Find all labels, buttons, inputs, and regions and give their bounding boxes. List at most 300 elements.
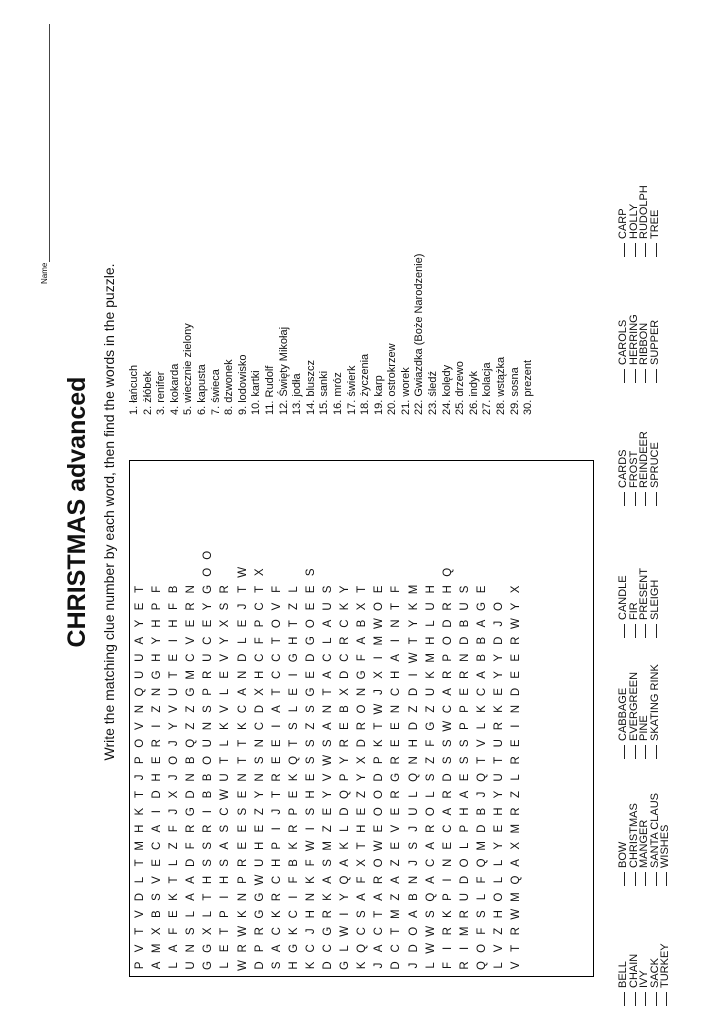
grid-letter[interactable]: A bbox=[510, 859, 523, 867]
grid-letter[interactable]: S bbox=[304, 705, 317, 713]
grid-letter[interactable]: G bbox=[253, 909, 266, 919]
grid-letter[interactable]: Y bbox=[492, 671, 505, 679]
answer-blank[interactable] bbox=[656, 369, 657, 383]
grid-letter[interactable] bbox=[474, 495, 491, 512]
grid-letter[interactable] bbox=[371, 564, 388, 581]
grid-letter[interactable]: S bbox=[458, 585, 471, 594]
grid-letter[interactable]: D bbox=[458, 875, 471, 885]
grid-letter[interactable]: A bbox=[373, 893, 386, 901]
grid-letter[interactable]: C bbox=[202, 636, 215, 645]
grid-letter[interactable] bbox=[132, 478, 149, 495]
grid-letter[interactable]: D bbox=[373, 773, 386, 782]
grid-letter[interactable]: F bbox=[424, 739, 437, 747]
grid-letter[interactable]: Y bbox=[492, 653, 505, 662]
grid-letter[interactable] bbox=[252, 547, 269, 564]
grid-letter[interactable] bbox=[491, 512, 508, 529]
grid-letter[interactable]: K bbox=[219, 722, 232, 730]
grid-letter[interactable]: J bbox=[373, 689, 386, 695]
grid-letter[interactable]: P bbox=[236, 876, 249, 884]
grid-letter[interactable] bbox=[320, 564, 337, 581]
grid-letter[interactable]: I bbox=[304, 827, 317, 831]
grid-letter[interactable] bbox=[406, 512, 423, 529]
grid-letter[interactable] bbox=[149, 495, 166, 512]
grid-letter[interactable]: E bbox=[373, 824, 386, 833]
grid-letter[interactable] bbox=[235, 495, 252, 512]
grid-letter[interactable] bbox=[406, 461, 423, 478]
grid-letter[interactable]: C bbox=[322, 653, 335, 662]
grid-letter[interactable]: K bbox=[287, 841, 300, 850]
grid-letter[interactable]: R bbox=[151, 739, 164, 748]
grid-letter[interactable] bbox=[235, 530, 252, 547]
grid-letter[interactable]: I bbox=[441, 878, 454, 882]
answer-blank[interactable] bbox=[635, 992, 636, 1006]
grid-letter[interactable]: S bbox=[322, 859, 335, 867]
grid-letter[interactable]: Y bbox=[339, 585, 352, 594]
grid-letter[interactable] bbox=[354, 461, 371, 478]
grid-letter[interactable]: L bbox=[168, 859, 181, 867]
grid-letter[interactable] bbox=[217, 478, 234, 495]
grid-letter[interactable]: P bbox=[253, 944, 266, 953]
grid-letter[interactable]: J bbox=[236, 603, 249, 610]
grid-letter[interactable]: I bbox=[390, 639, 403, 643]
grid-letter[interactable]: P bbox=[270, 841, 283, 850]
grid-letter[interactable]: S bbox=[202, 705, 215, 713]
grid-letter[interactable] bbox=[508, 530, 525, 547]
answer-blank[interactable] bbox=[624, 872, 625, 886]
grid-letter[interactable]: B bbox=[185, 756, 198, 765]
grid-letter[interactable]: N bbox=[390, 619, 403, 628]
grid-letter[interactable] bbox=[269, 478, 286, 495]
grid-letter[interactable]: Y bbox=[339, 756, 352, 765]
grid-letter[interactable]: D bbox=[253, 961, 266, 970]
grid-letter[interactable]: F bbox=[475, 876, 488, 884]
grid-letter[interactable]: R bbox=[458, 910, 471, 919]
grid-letter[interactable]: A bbox=[270, 944, 283, 953]
grid-letter[interactable]: X bbox=[253, 568, 266, 577]
grid-letter[interactable]: I bbox=[151, 724, 164, 728]
grid-letter[interactable]: Q bbox=[339, 790, 352, 799]
grid-letter[interactable]: H bbox=[287, 961, 300, 970]
grid-letter[interactable]: I bbox=[373, 656, 386, 660]
grid-letter[interactable]: X bbox=[151, 927, 164, 936]
grid-letter[interactable] bbox=[423, 512, 440, 529]
grid-letter[interactable] bbox=[286, 530, 303, 547]
grid-letter[interactable]: Y bbox=[322, 790, 335, 799]
grid-letter[interactable]: R bbox=[270, 892, 283, 902]
grid-letter[interactable]: W bbox=[236, 960, 249, 971]
grid-letter[interactable]: L bbox=[322, 637, 335, 644]
grid-letter[interactable]: W bbox=[373, 618, 386, 630]
grid-letter[interactable]: R bbox=[510, 807, 523, 816]
grid-letter[interactable]: C bbox=[253, 721, 266, 731]
grid-letter[interactable]: W bbox=[236, 925, 249, 937]
grid-letter[interactable] bbox=[132, 530, 149, 547]
grid-letter[interactable]: G bbox=[202, 960, 215, 970]
grid-letter[interactable]: W bbox=[219, 789, 232, 800]
grid-letter[interactable]: T bbox=[475, 756, 488, 764]
grid-letter[interactable] bbox=[440, 547, 457, 564]
grid-letter[interactable]: S bbox=[424, 773, 437, 782]
grid-letter[interactable]: D bbox=[492, 636, 505, 645]
grid-letter[interactable]: E bbox=[168, 910, 181, 919]
grid-letter[interactable]: S bbox=[475, 910, 488, 919]
grid-letter[interactable]: N bbox=[185, 773, 198, 782]
grid-letter[interactable]: I bbox=[219, 895, 232, 899]
grid-letter[interactable]: V bbox=[510, 961, 523, 970]
grid-letter[interactable]: Y bbox=[510, 602, 523, 611]
grid-letter[interactable]: L bbox=[458, 842, 471, 849]
answer-blank[interactable] bbox=[624, 243, 625, 257]
grid-letter[interactable]: Q bbox=[287, 755, 300, 765]
grid-letter[interactable]: Z bbox=[151, 705, 164, 713]
grid-letter[interactable]: A bbox=[407, 910, 420, 919]
grid-letter[interactable]: O bbox=[270, 619, 283, 629]
grid-letter[interactable]: T bbox=[390, 927, 403, 935]
grid-letter[interactable]: I bbox=[270, 827, 283, 831]
grid-letter[interactable] bbox=[200, 461, 217, 478]
grid-letter[interactable]: P bbox=[458, 824, 471, 833]
grid-letter[interactable]: R bbox=[270, 773, 283, 782]
grid-letter[interactable]: E bbox=[475, 585, 488, 594]
grid-letter[interactable]: F bbox=[441, 961, 454, 969]
grid-letter[interactable]: C bbox=[287, 910, 300, 919]
grid-letter[interactable]: B bbox=[475, 636, 488, 645]
grid-letter[interactable] bbox=[440, 478, 457, 495]
grid-letter[interactable]: O bbox=[202, 550, 215, 560]
grid-letter[interactable]: C bbox=[253, 653, 266, 662]
grid-letter[interactable]: G bbox=[151, 670, 164, 680]
grid-letter[interactable]: Y bbox=[339, 893, 352, 901]
grid-letter[interactable]: H bbox=[492, 910, 505, 919]
answer-blank[interactable] bbox=[656, 243, 657, 257]
grid-letter[interactable]: K bbox=[287, 773, 300, 782]
grid-letter[interactable]: K bbox=[407, 602, 420, 611]
grid-letter[interactable] bbox=[217, 512, 234, 529]
grid-letter[interactable]: W bbox=[424, 942, 437, 954]
answer-blank[interactable] bbox=[635, 745, 636, 759]
grid-letter[interactable] bbox=[474, 478, 491, 495]
grid-letter[interactable] bbox=[440, 512, 457, 529]
grid-letter[interactable]: D bbox=[407, 687, 420, 697]
grid-letter[interactable]: I bbox=[168, 639, 181, 643]
grid-letter[interactable]: F bbox=[151, 585, 164, 593]
grid-letter[interactable]: Q bbox=[424, 892, 437, 902]
grid-letter[interactable] bbox=[252, 495, 269, 512]
grid-letter[interactable]: R bbox=[441, 790, 454, 799]
grid-letter[interactable]: C bbox=[185, 653, 198, 662]
grid-letter[interactable]: N bbox=[185, 585, 198, 594]
grid-letter[interactable]: B bbox=[339, 705, 352, 713]
grid-letter[interactable]: K bbox=[475, 705, 488, 713]
grid-letter[interactable] bbox=[132, 461, 149, 478]
grid-letter[interactable]: T bbox=[356, 842, 369, 850]
grid-letter[interactable]: T bbox=[373, 722, 386, 730]
grid-letter[interactable]: F bbox=[185, 842, 198, 850]
grid-letter[interactable] bbox=[388, 478, 405, 495]
grid-letter[interactable]: C bbox=[219, 807, 232, 816]
grid-letter[interactable]: T bbox=[390, 602, 403, 610]
grid-letter[interactable]: C bbox=[322, 944, 335, 953]
grid-letter[interactable]: X bbox=[373, 671, 386, 679]
grid-letter[interactable]: R bbox=[236, 944, 249, 953]
grid-letter[interactable]: O bbox=[458, 858, 471, 868]
grid-letter[interactable]: A bbox=[339, 859, 352, 867]
grid-letter[interactable] bbox=[183, 478, 200, 495]
grid-letter[interactable]: S bbox=[219, 859, 232, 867]
grid-letter[interactable]: R bbox=[441, 602, 454, 611]
grid-letter[interactable]: B bbox=[287, 859, 300, 867]
grid-letter[interactable]: K bbox=[424, 671, 437, 679]
grid-letter[interactable]: I bbox=[202, 810, 215, 814]
grid-letter[interactable]: R bbox=[219, 585, 232, 594]
grid-letter[interactable] bbox=[508, 495, 525, 512]
grid-letter[interactable] bbox=[354, 512, 371, 529]
grid-letter[interactable] bbox=[491, 564, 508, 581]
grid-letter[interactable]: G bbox=[390, 772, 403, 782]
grid-letter[interactable]: N bbox=[236, 773, 249, 782]
answer-blank[interactable] bbox=[645, 872, 646, 886]
grid-letter[interactable] bbox=[183, 547, 200, 564]
grid-letter[interactable]: E bbox=[304, 671, 317, 679]
grid-letter[interactable]: C bbox=[270, 875, 283, 885]
grid-letter[interactable]: Y bbox=[168, 722, 181, 730]
grid-letter[interactable]: B bbox=[356, 619, 369, 628]
answer-blank[interactable] bbox=[635, 492, 636, 506]
grid-letter[interactable]: R bbox=[458, 670, 471, 680]
grid-letter[interactable] bbox=[235, 512, 252, 529]
grid-letter[interactable]: E bbox=[270, 756, 283, 765]
grid-letter[interactable]: L bbox=[424, 620, 437, 627]
grid-letter[interactable]: F bbox=[390, 585, 403, 593]
grid-letter[interactable]: D bbox=[185, 858, 198, 868]
grid-letter[interactable]: R bbox=[510, 927, 523, 936]
grid-letter[interactable]: D bbox=[475, 824, 488, 833]
grid-letter[interactable]: S bbox=[185, 927, 198, 936]
grid-letter[interactable]: R bbox=[390, 756, 403, 765]
grid-letter[interactable]: Z bbox=[185, 705, 198, 713]
grid-letter[interactable]: E bbox=[373, 585, 386, 594]
answer-blank[interactable] bbox=[645, 243, 646, 257]
grid-letter[interactable]: Z bbox=[322, 825, 335, 833]
grid-letter[interactable]: L bbox=[339, 945, 352, 952]
grid-letter[interactable]: D bbox=[441, 619, 454, 628]
grid-letter[interactable]: J bbox=[407, 962, 420, 969]
grid-letter[interactable]: T bbox=[134, 859, 146, 867]
grid-letter[interactable]: B bbox=[202, 790, 215, 799]
grid-letter[interactable] bbox=[303, 495, 320, 512]
grid-letter[interactable] bbox=[371, 478, 388, 495]
grid-letter[interactable]: E bbox=[390, 841, 403, 850]
grid-letter[interactable]: S bbox=[202, 859, 215, 867]
grid-letter[interactable]: E bbox=[339, 722, 352, 730]
grid-letter[interactable]: L bbox=[492, 859, 505, 867]
grid-letter[interactable]: L bbox=[510, 774, 523, 781]
grid-letter[interactable]: L bbox=[424, 962, 437, 969]
grid-letter[interactable]: O bbox=[424, 807, 437, 817]
grid-letter[interactable]: T bbox=[253, 585, 266, 593]
grid-letter[interactable] bbox=[354, 495, 371, 512]
grid-letter[interactable] bbox=[491, 581, 508, 598]
grid-letter[interactable] bbox=[252, 478, 269, 495]
grid-letter[interactable]: V bbox=[390, 824, 403, 833]
grid-letter[interactable]: R bbox=[441, 927, 454, 936]
grid-letter[interactable]: O bbox=[134, 738, 146, 748]
grid-letter[interactable] bbox=[371, 547, 388, 564]
grid-letter[interactable]: F bbox=[168, 825, 181, 833]
grid-letter[interactable]: U bbox=[458, 892, 471, 902]
grid-letter[interactable]: E bbox=[219, 671, 232, 679]
grid-letter[interactable]: U bbox=[185, 961, 198, 970]
grid-letter[interactable] bbox=[166, 512, 183, 529]
grid-letter[interactable]: V bbox=[134, 944, 146, 953]
grid-letter[interactable] bbox=[303, 461, 320, 478]
grid-letter[interactable]: M bbox=[510, 823, 523, 834]
grid-letter[interactable] bbox=[474, 512, 491, 529]
grid-letter[interactable]: H bbox=[151, 773, 164, 782]
grid-letter[interactable]: C bbox=[475, 687, 488, 697]
grid-letter[interactable] bbox=[269, 530, 286, 547]
grid-letter[interactable]: S bbox=[441, 739, 454, 748]
grid-letter[interactable]: N bbox=[236, 892, 249, 902]
grid-letter[interactable]: N bbox=[356, 687, 369, 697]
grid-letter[interactable] bbox=[388, 512, 405, 529]
grid-letter[interactable]: R bbox=[287, 824, 300, 833]
grid-letter[interactable]: R bbox=[253, 927, 266, 936]
grid-letter[interactable] bbox=[457, 495, 474, 512]
grid-letter[interactable]: R bbox=[202, 670, 215, 680]
grid-letter[interactable] bbox=[457, 547, 474, 564]
grid-letter[interactable]: S bbox=[202, 841, 215, 850]
grid-letter[interactable]: A bbox=[151, 961, 164, 970]
grid-letter[interactable]: S bbox=[458, 756, 471, 765]
grid-letter[interactable] bbox=[286, 512, 303, 529]
grid-letter[interactable] bbox=[371, 461, 388, 478]
grid-letter[interactable]: W bbox=[510, 618, 523, 630]
grid-letter[interactable]: V bbox=[134, 722, 146, 730]
grid-letter[interactable]: D bbox=[185, 790, 198, 799]
grid-letter[interactable]: Z bbox=[390, 859, 403, 867]
grid-letter[interactable]: D bbox=[458, 636, 471, 645]
grid-letter[interactable]: A bbox=[168, 944, 181, 953]
grid-letter[interactable]: Z bbox=[510, 791, 523, 799]
grid-letter[interactable] bbox=[423, 530, 440, 547]
grid-letter[interactable]: G bbox=[475, 602, 488, 611]
grid-letter[interactable] bbox=[269, 512, 286, 529]
answer-blank[interactable] bbox=[635, 369, 636, 383]
answer-blank[interactable] bbox=[624, 992, 625, 1006]
grid-letter[interactable]: E bbox=[492, 688, 505, 696]
grid-letter[interactable]: O bbox=[373, 807, 386, 817]
grid-letter[interactable]: G bbox=[202, 584, 215, 594]
grid-letter[interactable]: N bbox=[441, 858, 454, 868]
grid-letter[interactable]: Y bbox=[492, 790, 505, 799]
grid-letter[interactable]: O bbox=[373, 790, 386, 799]
grid-letter[interactable]: T bbox=[219, 927, 232, 935]
grid-letter[interactable]: Y bbox=[134, 619, 146, 628]
grid-letter[interactable]: L bbox=[219, 688, 232, 696]
grid-letter[interactable]: N bbox=[510, 704, 523, 714]
grid-letter[interactable] bbox=[388, 530, 405, 547]
grid-letter[interactable]: V bbox=[168, 705, 181, 713]
grid-letter[interactable] bbox=[303, 547, 320, 564]
grid-letter[interactable] bbox=[474, 547, 491, 564]
grid-letter[interactable]: A bbox=[236, 688, 249, 696]
grid-letter[interactable] bbox=[457, 564, 474, 581]
grid-letter[interactable]: L bbox=[492, 876, 505, 884]
grid-letter[interactable]: W bbox=[424, 925, 437, 937]
grid-letter[interactable] bbox=[457, 461, 474, 478]
grid-letter[interactable] bbox=[406, 530, 423, 547]
grid-letter[interactable]: U bbox=[168, 687, 181, 697]
grid-letter[interactable] bbox=[200, 530, 217, 547]
grid-letter[interactable]: T bbox=[168, 876, 181, 884]
grid-letter[interactable]: W bbox=[322, 754, 335, 766]
grid-letter[interactable] bbox=[337, 547, 354, 564]
grid-letter[interactable]: E bbox=[304, 773, 317, 782]
grid-letter[interactable]: P bbox=[202, 688, 215, 696]
answer-blank[interactable] bbox=[656, 745, 657, 759]
grid-letter[interactable]: K bbox=[441, 910, 454, 919]
grid-letter[interactable]: Y bbox=[151, 636, 164, 645]
grid-letter[interactable]: R bbox=[510, 636, 523, 645]
grid-letter[interactable]: K bbox=[270, 910, 283, 919]
grid-letter[interactable] bbox=[166, 530, 183, 547]
grid-letter[interactable] bbox=[388, 495, 405, 512]
grid-letter[interactable]: E bbox=[134, 602, 146, 611]
grid-letter[interactable]: T bbox=[134, 585, 146, 593]
grid-letter[interactable]: Y bbox=[407, 619, 420, 628]
grid-letter[interactable]: U bbox=[424, 602, 437, 611]
grid-letter[interactable] bbox=[286, 547, 303, 564]
grid-letter[interactable]: O bbox=[441, 636, 454, 646]
grid-letter[interactable]: D bbox=[236, 653, 249, 662]
grid-letter[interactable]: I bbox=[458, 946, 471, 950]
grid-letter[interactable]: I bbox=[270, 724, 283, 728]
grid-letter[interactable]: F bbox=[356, 654, 369, 662]
grid-letter[interactable]: U bbox=[134, 653, 146, 662]
grid-letter[interactable]: W bbox=[339, 925, 352, 937]
grid-letter[interactable]: D bbox=[253, 704, 266, 714]
grid-letter[interactable]: G bbox=[202, 943, 215, 953]
grid-letter[interactable]: Y bbox=[356, 773, 369, 782]
grid-letter[interactable]: E bbox=[390, 739, 403, 748]
grid-letter[interactable] bbox=[423, 461, 440, 478]
grid-letter[interactable]: A bbox=[441, 807, 454, 816]
grid-letter[interactable]: C bbox=[424, 858, 437, 868]
grid-letter[interactable]: H bbox=[151, 619, 164, 628]
grid-letter[interactable]: G bbox=[424, 721, 437, 731]
grid-letter[interactable] bbox=[200, 495, 217, 512]
grid-letter[interactable]: R bbox=[424, 824, 437, 833]
grid-letter[interactable]: X bbox=[339, 688, 352, 696]
grid-letter[interactable]: E bbox=[253, 824, 266, 833]
grid-letter[interactable] bbox=[183, 495, 200, 512]
grid-letter[interactable]: N bbox=[407, 875, 420, 885]
grid-letter[interactable]: P bbox=[151, 602, 164, 611]
grid-letter[interactable]: R bbox=[373, 875, 386, 885]
grid-letter[interactable] bbox=[320, 478, 337, 495]
grid-letter[interactable]: E bbox=[458, 688, 471, 696]
grid-letter[interactable]: F bbox=[253, 637, 266, 645]
grid-letter[interactable]: Z bbox=[492, 927, 505, 935]
grid-letter[interactable]: H bbox=[168, 619, 181, 628]
grid-letter[interactable]: C bbox=[253, 602, 266, 611]
grid-letter[interactable]: W bbox=[253, 874, 266, 886]
grid-letter[interactable]: F bbox=[270, 585, 283, 593]
grid-letter[interactable] bbox=[320, 530, 337, 547]
grid-letter[interactable]: L bbox=[475, 893, 488, 901]
grid-letter[interactable]: L bbox=[424, 791, 437, 798]
